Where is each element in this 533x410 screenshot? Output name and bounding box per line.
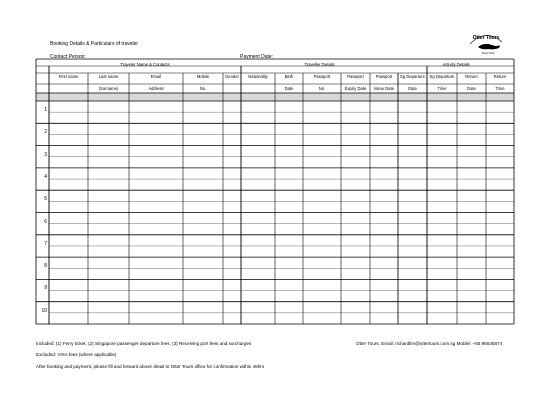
column-subheader: Date: [408, 86, 417, 91]
column-header: Gender: [225, 74, 239, 79]
group-activity-header: Activity Details: [442, 62, 470, 67]
row-number: 1: [44, 107, 47, 113]
document-title: Booking Details & Particulars of traveler: [50, 41, 139, 47]
column-subheader: Issue Date: [373, 86, 395, 91]
column-header: Mobile: [196, 74, 210, 79]
payment-date-label: Payment Date:: [240, 54, 274, 60]
footer-after: After booking and payment, please fill and forward above detail to Otter Tours office for confirmation within 48hrs: [36, 364, 265, 369]
column-header: First name: [58, 74, 79, 79]
column-subheader: Time: [495, 86, 505, 91]
column-header: Sg Departure: [400, 74, 425, 79]
row-number: 10: [41, 307, 47, 314]
column-header: Email: [150, 74, 162, 79]
group-traveler-header: Traveler Name & Contacts: [120, 62, 170, 67]
otter-tours-logo: [466, 26, 506, 56]
footer-included: Included: (1) Ferry ticket, (2) Singapore passenger departure fees, (3) Receiving port fees and surcharges: [36, 341, 252, 346]
column-header: Sg Departure: [429, 74, 455, 79]
column-header: Return: [493, 74, 507, 79]
row-number: 6: [44, 218, 47, 225]
column-subheader: (Surname): [98, 86, 119, 91]
column-subheader: No.: [199, 86, 207, 91]
column-header: Last name: [98, 74, 119, 79]
row-number: 8: [44, 263, 47, 270]
column-subheader: Date: [284, 86, 294, 91]
column-header: Return: [465, 74, 478, 79]
logo-subtext: Since 2013: [481, 52, 495, 55]
row-number: 3: [44, 151, 47, 158]
column-header: Passport: [347, 74, 364, 79]
row-number: 4: [44, 173, 47, 180]
row-number: 2: [44, 129, 47, 136]
column-subheader: Date: [467, 86, 476, 91]
row-number: 5: [44, 196, 47, 203]
column-subheader: Time: [437, 86, 447, 91]
footer-excluded: Excluded: VISA fees (where applicable): [36, 352, 117, 357]
column-subheader: Address: [148, 86, 164, 91]
logo-text: Otter Tours: [472, 35, 500, 41]
footer-contact: Otter Tours. Email: richardlim@ottertours.com.sg Mobile: +65 96645874: [356, 341, 503, 346]
row-number: 7: [44, 240, 47, 247]
column-subheader: No.: [318, 86, 326, 91]
column-header: Passport: [313, 74, 331, 79]
column-header: Passport: [375, 74, 393, 79]
header-shade: [36, 93, 514, 101]
contact-person-label: Contact Person:: [50, 54, 86, 60]
group-details-header: Traveller Details: [304, 62, 335, 67]
column-header: Birth: [284, 74, 294, 79]
column-header: Nationality: [248, 74, 268, 79]
column-subheader: Expiry Date: [344, 86, 367, 91]
row-number: 9: [44, 285, 47, 292]
